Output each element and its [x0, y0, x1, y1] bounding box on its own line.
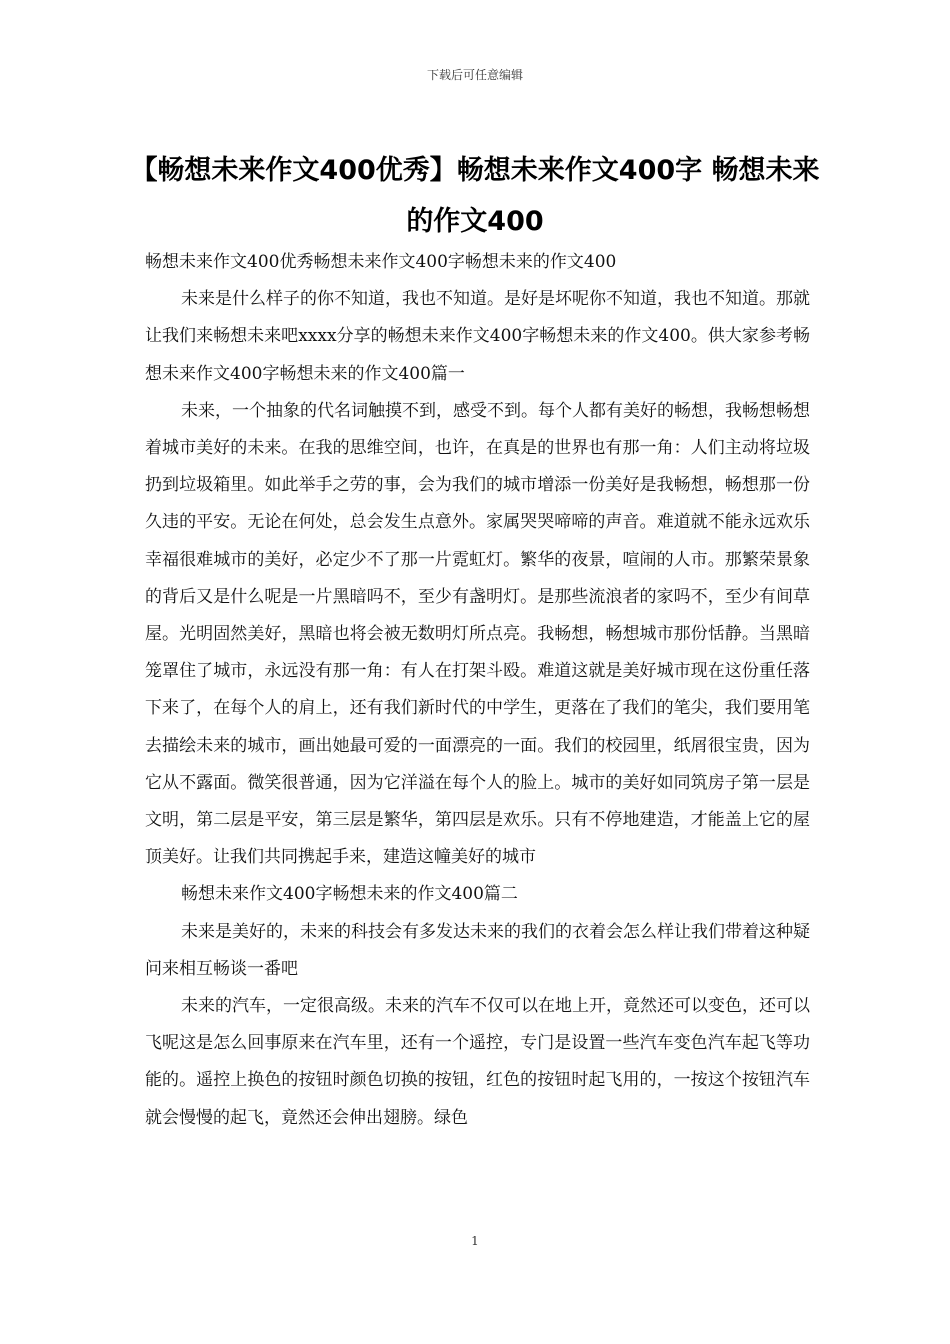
intro-paragraph: 未来是什么样子的你不知道，我也不知道。是好是坏呢你不知道，我也不知道。那就让我们来畅想未来吧xxxx分享的畅想未来作文400字畅想未来的作文400。供大家参考畅想未来作文400字畅想未来的作文400篇一 — [145, 289, 810, 384]
essay-two-paragraph-2: 未来的汽车，一定很高级。未来的汽车不仅可以在地上开，竟然还可以变色，还可以飞呢这是怎么回事原来在汽车里，还有一个遥控，专门是设置一些汽车变色汽车起飞等功能的。遥控上换色的按钮时颜色切换的按钮，红色的按钮时起飞用的，一按这个按钮汽车就会慢慢的起飞，竟然还会伸出翅膀。绿色 — [145, 996, 810, 1128]
header-note: 下载后可任意编辑 — [426, 68, 523, 82]
essay-one-paragraph: 未来，一个抽象的代名词触摸不到，感受不到。每个人都有美好的畅想，我畅想畅想着城市美好的未来。在我的思维空间，也许，在真是的世界也有那一角：人们主动将垃圾扔到垃圾箱里。如此举手之劳的事，会为我们的城市增添一份美好是我畅想，畅想那一份久违的平安。无论在何处，总会发生点意外。家属哭哭啼啼的声音。难道就不能永远欢乐幸福很难城市的美好，必定少不了那一片霓虹灯。繁华的夜景，喧闹的人市。那繁荣景象的背后又是什么呢是一片黑暗吗不，至少有盏明灯。是那些流浪者的家吗不，至少有间草屋。光明固然美好，黑暗也将会被无数明灯所点亮。我畅想，畅想城市那份恬静。当黑暗笼罩住了城市，永远没有那一角：有人在打架斗殴。难道这就是美好城市现在这份重任落下来了，在每个人的肩上，还有我们新时代的中学生，更落在了我们的笔尖，我们要用笔去描绘未来的城市，画出她最可爱的一面漂亮的一面。我们的校园里，纸屑很宝贵，因为它从不露面。微笑很普通，因为它洋溢在每个人的脸上。城市的美好如同筑房子第一层是文明，第二层是平安，第三层是繁华，第四层是欢乐。只有不停地建造，才能盖上它的屋顶美好。让我们共同携起手来，建造这幢美好的城市 — [145, 400, 810, 868]
essay-two-heading: 畅想未来作文400字畅想未来的作文400篇二 — [181, 884, 518, 905]
subtitle-paragraph: 畅想未来作文400优秀畅想未来作文400字畅想未来的作文400 — [145, 252, 617, 272]
essay-two-paragraph-1: 未来是美好的，未来的科技会有多发达未来的我们的衣着会怎么样让我们带着这种疑问来相互畅谈一番吧 — [145, 921, 810, 979]
document-body — [145, 244, 810, 1137]
page-number: 1 — [471, 1234, 479, 1248]
document-title: 【畅想未来作文400优秀】畅想未来作文400字 畅想未来的作文400 — [130, 155, 820, 237]
